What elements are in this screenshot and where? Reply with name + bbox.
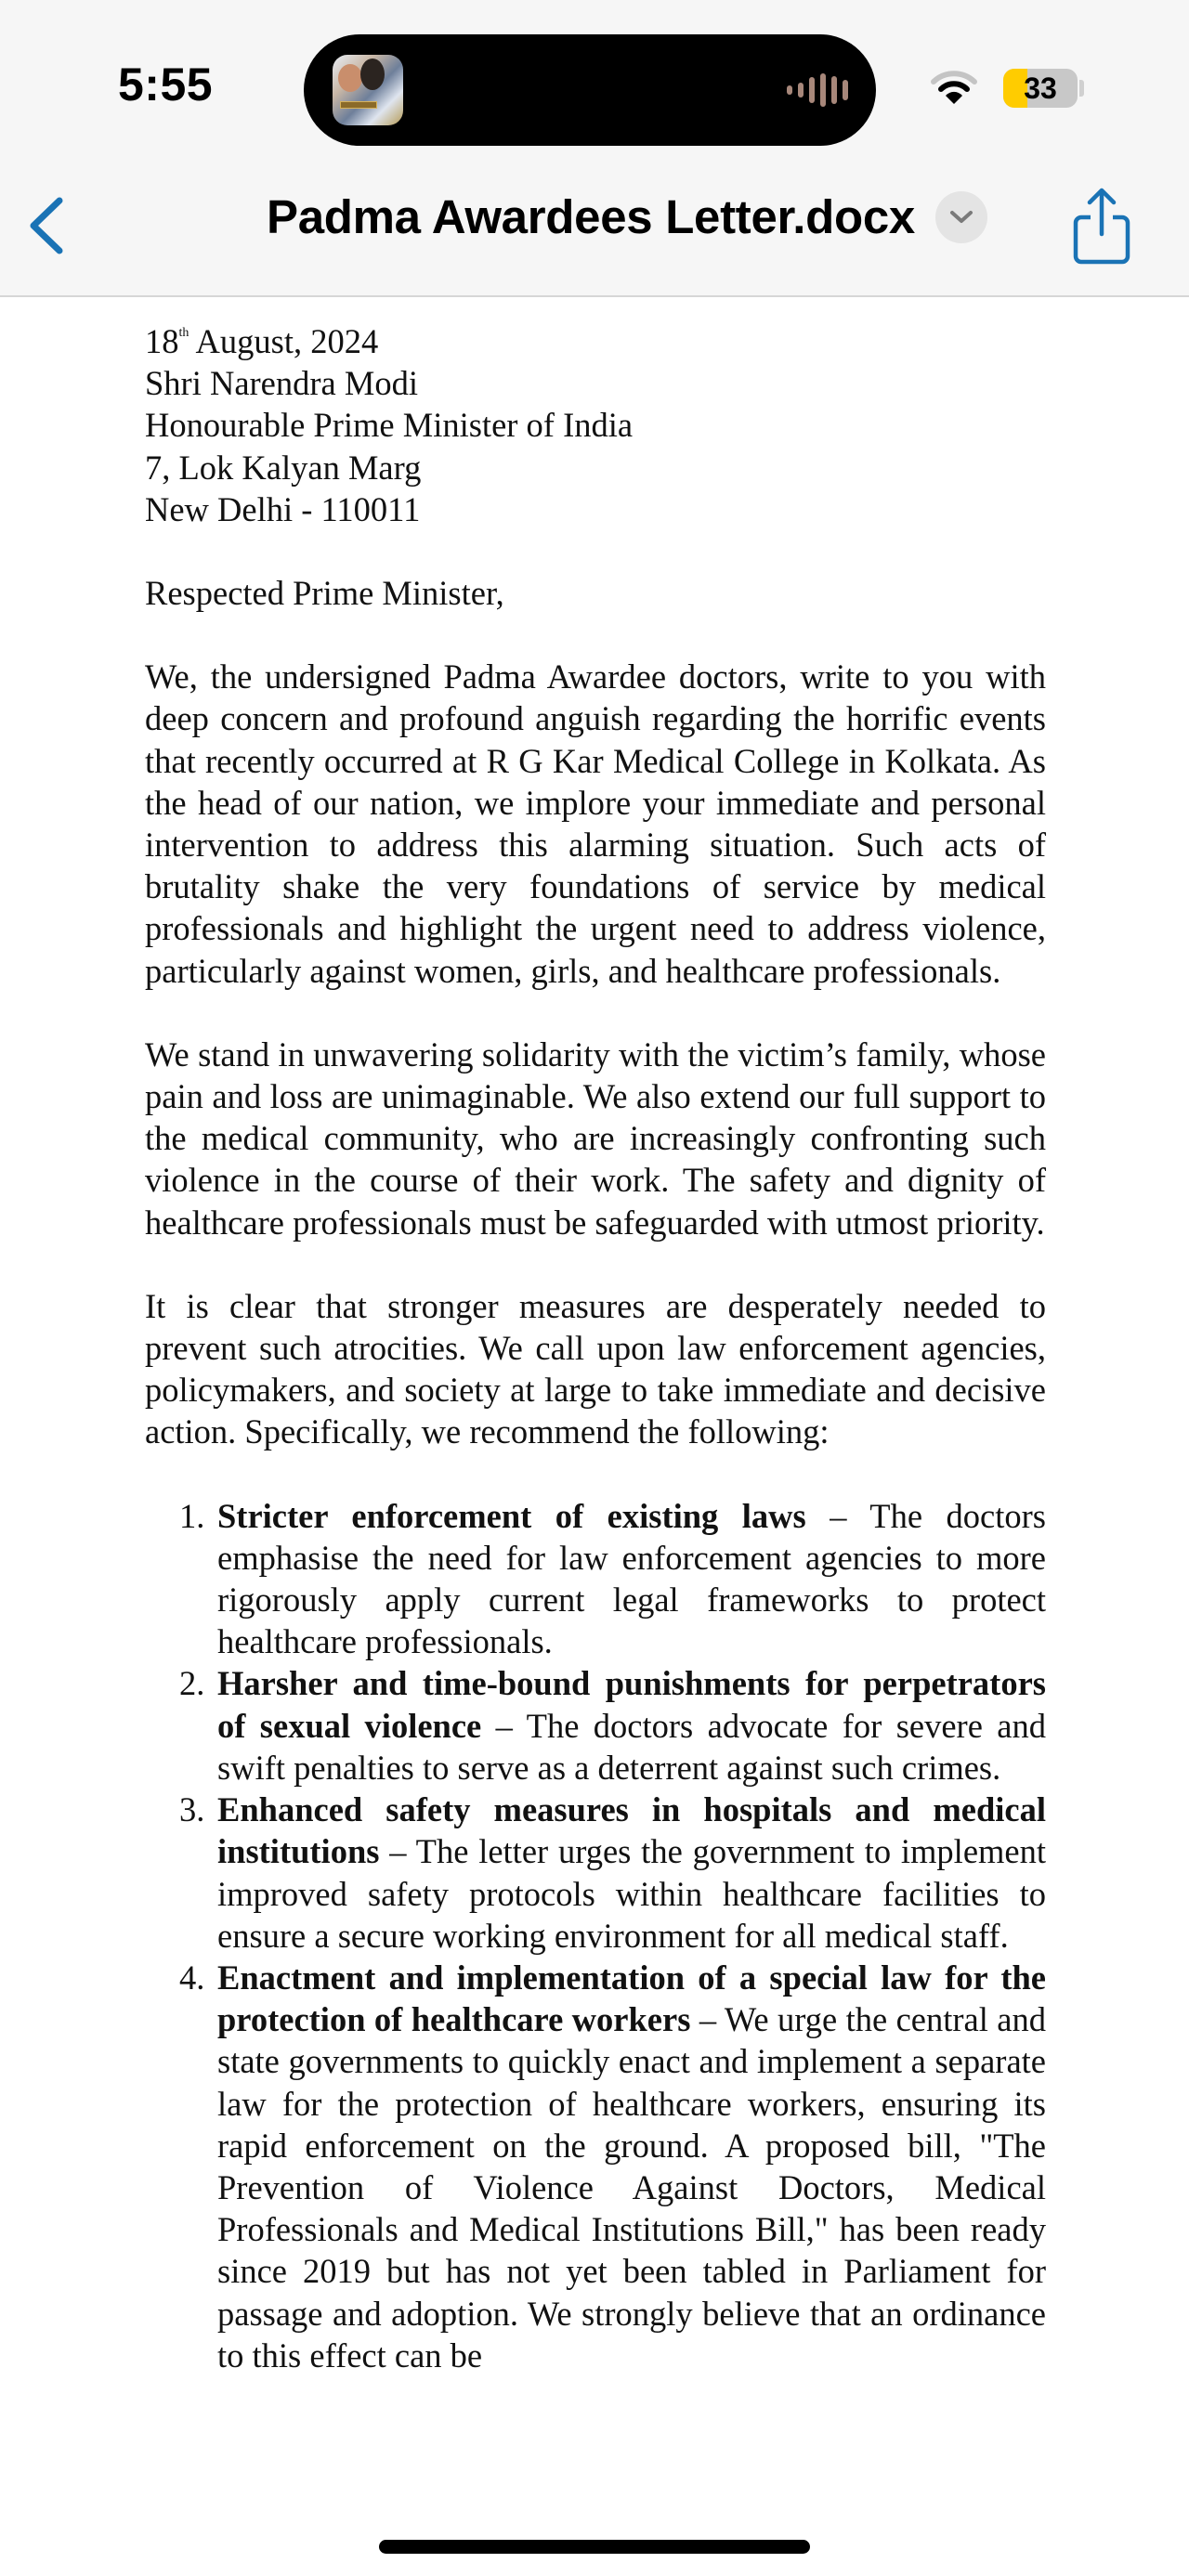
artwork-figure [360, 59, 385, 90]
salutation: Respected Prime Minister, [145, 574, 504, 613]
date-day: 18 [145, 322, 179, 360]
item-number: 1. [179, 1496, 205, 1535]
title-menu-button[interactable] [935, 191, 987, 243]
recommendation-item [145, 1957, 1046, 2376]
letter-date [145, 320, 1046, 362]
address-line: Honourable Prime Minister of India [145, 406, 634, 445]
item-text: – The doctors advocate for severe and swift penalties to serve as a deterrent against such crimes. [217, 1706, 1047, 1787]
item-heading: Harsher and time-bound punishments for perpetrators of sexual violence [217, 1664, 1046, 1745]
recommendations-list [145, 1495, 1046, 2376]
now-playing-artwork [333, 55, 403, 125]
audio-waveform-icon [787, 73, 848, 107]
item-text: – The doctors emphasise the need for law enforcement agencies to more rigorously apply current legal frameworks to protect healthcare professionals. [217, 1496, 1046, 1661]
address-line: Shri Narendra Modi [145, 364, 418, 403]
document-title[interactable]: Padma Awardees Letter.docx [266, 190, 915, 243]
recommendation-item [145, 1662, 1046, 1789]
dynamic-island[interactable] [304, 34, 876, 146]
item-heading: Stricter enforcement of existing laws [217, 1496, 806, 1535]
battery-icon [1003, 69, 1078, 108]
date-month-year: August, 2024 [189, 322, 379, 360]
home-indicator[interactable] [379, 2540, 810, 2554]
wifi-icon [931, 69, 977, 106]
chevron-down-icon [948, 209, 974, 226]
recommendation-item [145, 1789, 1046, 1957]
battery-cap [1079, 80, 1084, 97]
share-icon[interactable] [1070, 186, 1133, 266]
recommendation-item [145, 1495, 1046, 1663]
item-text: – The letter urges the government to implement improved safety protocols within healthcare facilities to ensure a secure working environment for all medical staff. [217, 1832, 1046, 1955]
item-heading: Enactment and implementation of a special law for the protection of healthcare workers [217, 1958, 1046, 2039]
document-title-bar [0, 189, 1189, 244]
item-number: 2. [179, 1664, 205, 1703]
top-chrome [0, 0, 1189, 297]
item-number: 4. [179, 1958, 205, 1997]
paragraph: It is clear that stronger measures are desperately needed to prevent such atrocities. We call upon law enforcement agencies, policymakers, and society at large to take immediate and decisive action. Specifically, we recommend the following: [145, 1286, 1046, 1451]
address-line: New Delhi - 110011 [145, 489, 421, 528]
paragraph: We, the undersigned Padma Awardee doctors, write to you with deep concern and profound anguish regarding the horrific events that recently occurred at R G Kar Medical College in Kolkata. As the head of our nation, we implore your immediate and personal intervention to address this alarming situation. Such acts of brutality shake the very foundations of service by medical professionals and highlight the urgent need to address violence, particularly against women, girls, and healthcare professionals. [145, 657, 1046, 990]
artwork-figure [338, 64, 362, 92]
battery-percentage: 33 [1024, 71, 1057, 105]
status-time: 5:55 [118, 59, 214, 111]
address-line: 7, Lok Kalyan Marg [145, 448, 422, 487]
document-body [145, 320, 1046, 2376]
item-heading: Enhanced safety measures in hospitals and medical institutions [217, 1790, 1046, 1871]
recipient-address [145, 362, 1046, 530]
item-text: – We urge the central and state governments to quickly enact and implement a separate law for the protection of healthcare workers, ensuring its rapid enforcement on the ground. A proposed bill, "The Prevention of Violence Against Doctors, Medical Professionals and Medical Institutions Bill," has been ready since 2019 but has not yet been tabled in Parliament for passage and adoption. We strongly believe that an ordinance to this effect can be [217, 2000, 1046, 2374]
paragraph: We stand in unwavering solidarity with the victim’s family, whose pain and loss are unimaginable. We also extend our full support to the medical community, who are increasingly confronting such violence in the course of their work. The safety and dignity of healthcare professionals must be safeguarded with utmost priority. [145, 1034, 1046, 1242]
item-number: 3. [179, 1790, 205, 1829]
artwork-title-band [340, 101, 377, 109]
date-suffix: th [178, 326, 189, 340]
